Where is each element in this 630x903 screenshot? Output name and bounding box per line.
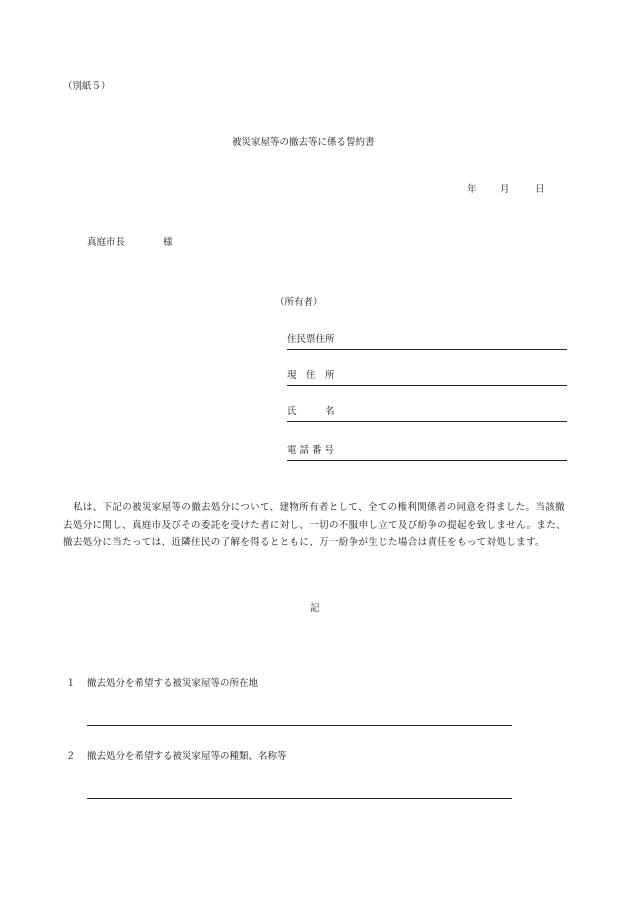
addressee-honorific: 様	[163, 237, 173, 248]
name-label: 氏 名	[287, 406, 335, 417]
registered-address-field[interactable]	[287, 335, 567, 350]
attachment-label: （別紙５）	[63, 81, 111, 92]
phone-number-label: 電 話 番 号	[287, 445, 335, 456]
owner-heading: （所有者）	[275, 297, 323, 308]
note-heading: 記	[310, 603, 320, 614]
item-1-number: １	[66, 678, 76, 689]
item-2-number: ２	[66, 751, 76, 762]
registered-address-label: 住民票住所	[287, 334, 335, 345]
item-1-answer-line[interactable]	[87, 725, 512, 726]
current-address-label: 現 住 所	[287, 370, 335, 381]
date-month-label: 月	[500, 184, 510, 195]
item-2-text: 撤去処分を希望する被災家屋等の種類、名称等	[87, 751, 287, 762]
date-day-label: 日	[535, 184, 545, 195]
phone-number-field[interactable]	[287, 446, 567, 461]
document-title: 被災家屋等の撤去等に係る誓約書	[232, 137, 375, 148]
current-address-field[interactable]	[287, 371, 567, 386]
addressee-name: 真庭市長	[87, 237, 126, 248]
name-field[interactable]	[287, 407, 567, 422]
date-year-label: 年	[467, 184, 477, 195]
item-1-text: 撤去処分を希望する被災家屋等の所在地	[87, 678, 259, 689]
pledge-body-text: 私は、下記の被災家屋等の撤去処分について、建物所有者として、全ての権利関係者の同意を得ました。当該撤去処分に関し、真庭市及びその委託を受けた者に対し、一切の不服申し立て及び紛争の提起を致しません。また、撤去処分に当たっては、近隣住民の了解を得るとともに、万一紛争が生じた場合は責任をもって対処します。	[63, 502, 566, 548]
item-2-answer-line[interactable]	[87, 798, 512, 799]
